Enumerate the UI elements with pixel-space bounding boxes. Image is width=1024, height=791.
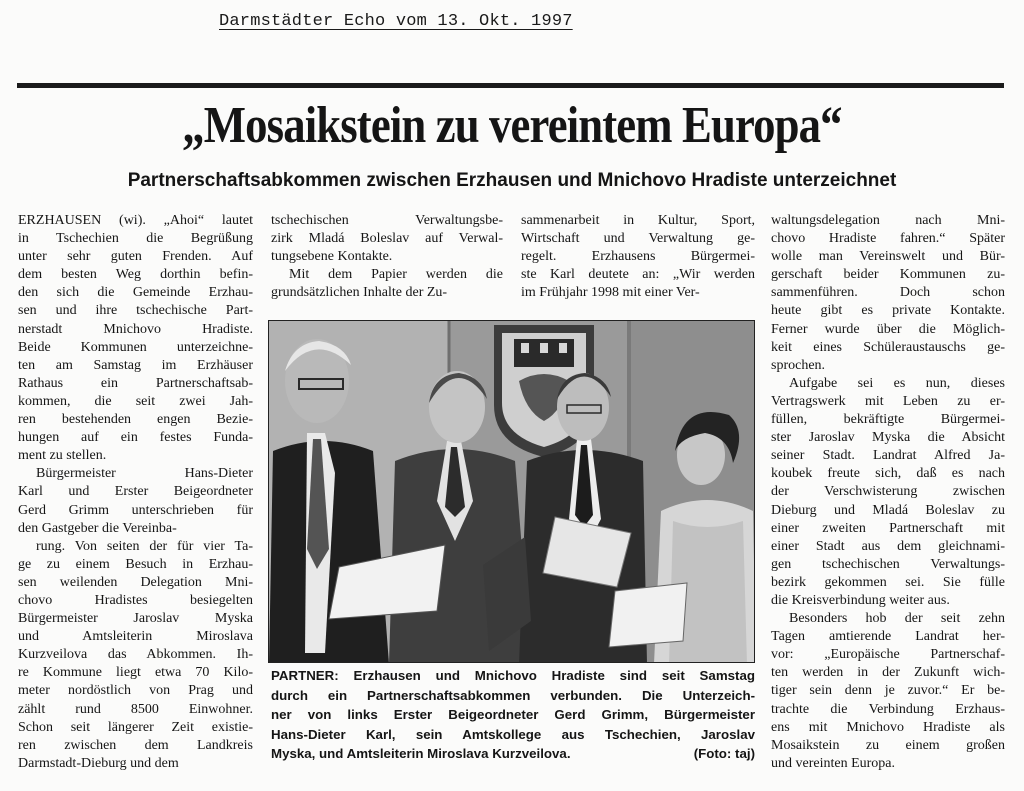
article-line: ren zwischen dem Landkreis (18, 737, 253, 753)
caption-line: durch ein Partnerschaftsabkommen verbunden. Die Unterzeich- (271, 687, 755, 703)
article-line: Ferner wurde über die Möglich- (771, 321, 1005, 337)
caption-line: Hans-Dieter Karl, sein Amtskollege aus Tschechien, Jaroslav (271, 726, 755, 742)
article-line: Mit dem Papier werden die (289, 267, 503, 283)
article-line: ste Karl deutete an: „Wir werden (521, 267, 755, 283)
article-line: koubek freute sich, daß es nach (771, 466, 1005, 482)
article-line: chovo Hradistes besiegelten (18, 592, 253, 608)
article-line: Gerd Grimm unterschrieben für (18, 502, 253, 518)
photo-caption (271, 666, 755, 764)
article-line: und Amtsleiterin Miroslava (18, 629, 253, 645)
article-line: kommen, die seit zwei Jah- (18, 393, 253, 409)
article-line: ERZHAUSEN (wi). „Ahoi“ lautet (18, 213, 253, 228)
article-line: Bürgermeister Jaroslav Myska (18, 611, 253, 627)
article-line: vor: „Europäische Partnerschaf- (771, 647, 1005, 663)
caption-line: Myska, und Amtsleiterin Miroslava Kurzveilova. (Foto: taj) (271, 744, 755, 764)
article-line: Wirtschaft und Verwaltung ge- (521, 231, 755, 247)
article-line: sen weilenden Delegation Mni- (18, 574, 253, 590)
headline: „Mosaikstein zu vereintem Europa“ (182, 97, 842, 154)
article-line: einer zweiten Partnerschaft mit (771, 520, 1005, 536)
article-line: Vertragswerk mit Leben zu er- (771, 393, 1005, 409)
article-line: rung. Von seiten der für vier Ta- (36, 538, 253, 554)
article-line: nerstadt Mnichovo Hradiste. (18, 321, 253, 337)
article-line: sammenarbeit in Kultur, Sport, (521, 213, 755, 228)
article-line: regelt. Erzhausens Bürgermei- (521, 249, 755, 265)
article-line: wolle man Vereinswelt und Bür- (771, 249, 1005, 265)
article-column-3 (521, 212, 755, 302)
article-line: Besonders hob der seit zehn (789, 611, 1005, 627)
subheadline: Partnerschaftsabkommen zwischen Erzhausen und Mnichovo Hradiste unterzeichnet (127, 170, 897, 191)
article-line: den Gastgeber die Vereinba- (18, 520, 177, 536)
article-line: re Kommune liegt etwa 70 Kilo- (18, 665, 253, 681)
article-line: ren bestehenden engen Bezie- (18, 412, 253, 428)
article-line: grundsätzlichen Inhalte der Zu- (271, 285, 448, 301)
article-line: die Kreisverbindung weiter aus. (771, 592, 950, 608)
article-line: sammenführen. Doch schon (771, 285, 1005, 301)
article-line: der Verschwisterung zwischen (771, 484, 1005, 500)
article-line: waltungsdelegation nach Mni- (771, 213, 1005, 228)
article-line: ens mit Mnichovo Hradiste als (771, 719, 1005, 735)
article-column-2 (271, 212, 503, 302)
article-line: meter nordöstlich von Prag und (18, 683, 253, 699)
article-line: hungen auf ein festes Funda- (18, 430, 253, 446)
article-line: Aufgabe sei es nun, dieses (789, 375, 1005, 391)
article-line: Dieburg und Mladá Boleslav zu (771, 502, 1005, 518)
article-line: gerschaft beider Kommunen zu- (771, 267, 1005, 283)
article-line: ment zu stellen. (18, 448, 107, 464)
article-line: sprochen. (771, 357, 826, 373)
article-line: chovo Hradiste fahren.“ Später (771, 231, 1005, 247)
article-line: zirk Mladá Boleslav auf Verwal- (271, 231, 503, 247)
article-line: ster Jaroslav Myska die Absicht (771, 430, 1005, 446)
photo-credit: (Foto: taj) (693, 746, 755, 761)
header-rule (17, 83, 1004, 88)
article-line: trachte die Verbindung Erzhaus- (771, 701, 1005, 717)
article-line: zählt rund 8500 Einwohner. (18, 701, 253, 717)
article-column-4 (771, 212, 1005, 773)
article-line: bezirk gekommen sei. Sie fülle (771, 574, 1005, 590)
article-line: ten werden in der Zukunft wich- (771, 665, 1005, 681)
article-line: tschechischen Verwaltungsbe- (271, 213, 503, 228)
article-line: Schon seit längerer Zeit existie- (18, 719, 253, 735)
article-line: füllen, bekräftigte Bürgermei- (771, 412, 1005, 428)
article-line: und vereinten Europa. (771, 755, 896, 771)
article-line: seiner Stadt. Landrat Alfred Ja- (771, 448, 1005, 464)
article-line: dem besten Weg dorthin befin- (18, 267, 253, 283)
caption-line: ner von links Erster Beigeordneter Gerd Grimm, Bürgermeister (271, 707, 755, 722)
article-line: unter sehr guten Frenden. Auf (18, 249, 253, 265)
article-line: Darmstadt-Dieburg und dem (18, 755, 179, 771)
article-line: Beide Kommunen unterzeichne- (18, 339, 253, 355)
article-line: einer Stadt aus dem gleichnami- (771, 538, 1005, 554)
article-line: sen und ihre tschechische Part- (18, 303, 253, 319)
article-line: Tagen amtierende Landrat her- (771, 629, 1005, 645)
source-line: Darmstädter Echo vom 13. Okt. 1997 (219, 12, 573, 31)
article-line: Kurzveilova das Abkommen. Ih- (18, 647, 253, 663)
caption-line: PARTNER: Erzhausen und Mnichovo Hradiste sind seit Samstag (271, 668, 755, 683)
article-line: ten am Samstag im Erzhäuser (18, 357, 253, 373)
article-line: den sich die Gemeinde Erzhau- (18, 285, 253, 301)
article-line: keit eines Schüleraustauschs ge- (771, 339, 1005, 355)
article-line: tiger sein denn je zuvor.“ Er be- (771, 683, 1005, 699)
article-line: Karl und Erster Beigeordneter (18, 484, 253, 500)
article-line: in Tschechien die Begrüßung (18, 231, 253, 247)
news-photo (268, 320, 755, 663)
article-line: tungsebene Kontakte. (271, 249, 393, 265)
article-line: ge zu einem Besuch in Erzhau- (18, 556, 253, 572)
article-line: Mosaikstein zu einem großen (771, 737, 1005, 753)
article-line: im Frühjahr 1998 mit einer Ver- (521, 285, 700, 301)
article-line: Bürgermeister Hans-Dieter (36, 466, 253, 482)
article-line: Rathaus ein Partnerschaftsab- (18, 375, 253, 391)
article-line: heute gibt es private Kontakte. (771, 303, 1005, 319)
article-column-1 (18, 212, 253, 773)
article-line: gen tschechischen Verwaltungs- (771, 556, 1005, 572)
